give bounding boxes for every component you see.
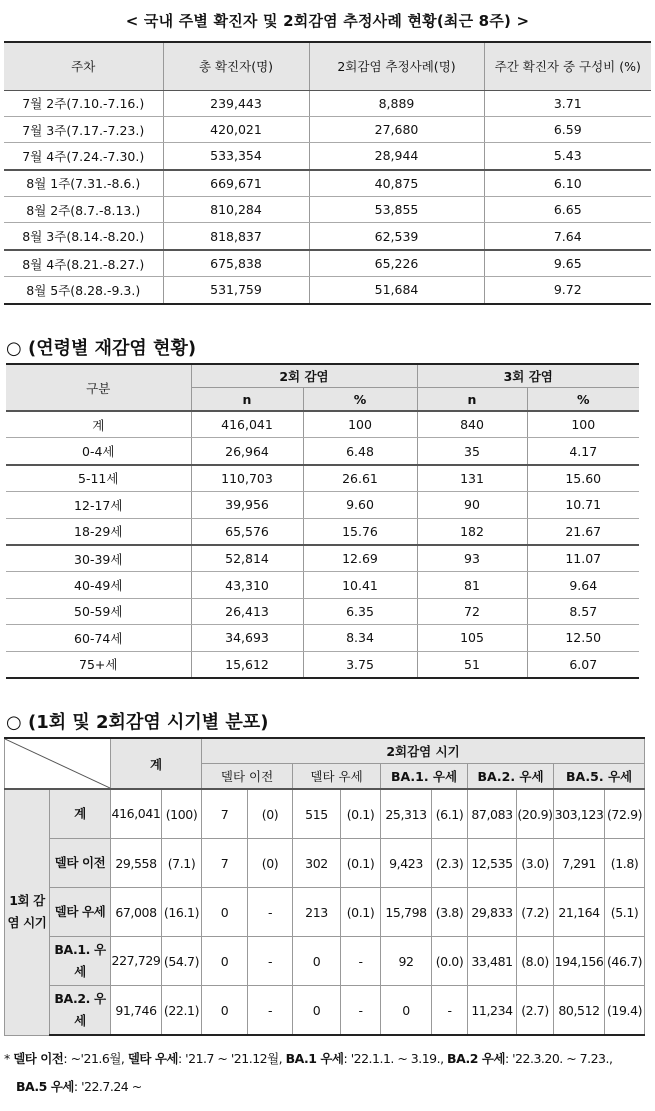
pct-cell: (8.0) (517, 937, 554, 986)
diagonal-line (5, 739, 110, 788)
value-cell: 91,746 (111, 986, 162, 1036)
week-cell: 8월 2주(8.7.-8.13.) (4, 197, 163, 223)
age-cell: 60-74세 (6, 625, 191, 651)
n3-cell: 131 (417, 465, 527, 492)
footnote-value: : ~'21.6월, (63, 1051, 128, 1066)
table-row (6, 518, 639, 545)
pct2-cell: 6.35 (303, 598, 417, 624)
footnote-value: : '22.7.24 ~ (73, 1079, 142, 1094)
pct-cell: 6.10 (484, 170, 651, 197)
value-cell: 29,833 (468, 888, 517, 937)
pct-cell: - (341, 986, 381, 1036)
footnote-key: 델타 이전 (13, 1051, 64, 1066)
header-ba2: BA.2. 우세 (468, 764, 554, 790)
table-header-row (6, 364, 639, 388)
value-cell: 80,512 (554, 986, 605, 1036)
pct3-cell: 15.60 (527, 465, 639, 492)
n2-cell: 15,612 (191, 651, 303, 678)
pct2-cell: 3.75 (303, 651, 417, 678)
pct3-cell: 6.07 (527, 651, 639, 678)
n3-cell: 182 (417, 518, 527, 545)
footnote-star: * (4, 1051, 14, 1066)
n2-cell: 26,413 (191, 598, 303, 624)
pct2-cell: 12.69 (303, 545, 417, 572)
total-cell: 420,021 (163, 116, 309, 142)
n2-cell: 52,814 (191, 545, 303, 572)
pct-cell: - (248, 937, 293, 986)
value-cell: 227,729 (111, 937, 162, 986)
pct-cell: (2.7) (517, 986, 554, 1036)
pct-cell: (0.1) (341, 839, 381, 888)
value-cell: 11,234 (468, 986, 517, 1036)
value-cell: 29,558 (111, 839, 162, 888)
header-second-infection-period: 2회감염 시기 (202, 738, 645, 764)
pct-cell: (54.7) (162, 937, 202, 986)
n3-cell: 93 (417, 545, 527, 572)
table-row (6, 572, 639, 598)
week-cell: 7월 4주(7.24.-7.30.) (4, 143, 163, 170)
table-row (6, 545, 639, 572)
row-label: 계 (50, 789, 111, 839)
pct-cell: 9.72 (484, 277, 651, 304)
age-cell: 30-39세 (6, 545, 191, 572)
pct-cell: 5.43 (484, 143, 651, 170)
pct3-cell: 8.57 (527, 598, 639, 624)
value-cell: 194,156 (554, 937, 605, 986)
reinfection-cell: 40,875 (309, 170, 484, 197)
n2-cell: 39,956 (191, 492, 303, 518)
pct-cell: (16.1) (162, 888, 202, 937)
table-row (4, 197, 651, 223)
value-cell: 12,535 (468, 839, 517, 888)
pct3-cell: 21.67 (527, 518, 639, 545)
table-row (5, 789, 645, 839)
week-cell: 7월 2주(7.10.-7.16.) (4, 90, 163, 116)
pct-cell: - (248, 888, 293, 937)
age-cell: 계 (6, 411, 191, 438)
row-label: 델타 이전 (50, 839, 111, 888)
pct-cell: (1.8) (605, 839, 645, 888)
age-cell: 0-4세 (6, 438, 191, 465)
value-cell: 7 (202, 839, 248, 888)
pct2-cell: 26.61 (303, 465, 417, 492)
total-cell: 531,759 (163, 277, 309, 304)
reinfection-cell: 53,855 (309, 197, 484, 223)
n3-cell: 72 (417, 598, 527, 624)
table-row (6, 651, 639, 678)
total-cell: 669,671 (163, 170, 309, 197)
n3-cell: 81 (417, 572, 527, 598)
header-total: 계 (111, 738, 202, 789)
timing-distribution-table (4, 737, 645, 1036)
value-cell: 92 (381, 937, 432, 986)
table-row (6, 598, 639, 624)
table-row (5, 937, 645, 986)
pct-cell: 6.59 (484, 116, 651, 142)
pct-cell: (20.9) (517, 789, 554, 839)
table-row (4, 143, 651, 170)
pct3-cell: 10.71 (527, 492, 639, 518)
value-cell: 515 (293, 789, 341, 839)
value-cell: 0 (202, 937, 248, 986)
header-n: n (191, 388, 303, 412)
pct3-cell: 9.64 (527, 572, 639, 598)
pct-cell: (7.2) (517, 888, 554, 937)
table-row (6, 492, 639, 518)
total-cell: 533,354 (163, 143, 309, 170)
header-n: n (417, 388, 527, 412)
value-cell: 25,313 (381, 789, 432, 839)
pct2-cell: 10.41 (303, 572, 417, 598)
corner-header (5, 738, 111, 789)
value-cell: 416,041 (111, 789, 162, 839)
n3-cell: 35 (417, 438, 527, 465)
table-row (5, 986, 645, 1036)
table-row (4, 116, 651, 142)
pct-cell: (3.0) (517, 839, 554, 888)
section-age-reinfection-heading: ○ (연령별 재감염 현황) (6, 338, 197, 359)
reinfection-cell: 65,226 (309, 250, 484, 277)
age-cell: 18-29세 (6, 518, 191, 545)
pct-cell: (19.4) (605, 986, 645, 1036)
value-cell: 0 (293, 986, 341, 1036)
pct-cell: (72.9) (605, 789, 645, 839)
header-reinfection-cases: 2회감염 추정사례(명) (309, 42, 484, 90)
pct2-cell: 8.34 (303, 625, 417, 651)
header-third-infection: 3회 감염 (417, 364, 639, 388)
pct-cell: 3.71 (484, 90, 651, 116)
table-header-row (4, 42, 651, 90)
pct2-cell: 15.76 (303, 518, 417, 545)
value-cell: 303,123 (554, 789, 605, 839)
pct-cell: (2.3) (432, 839, 468, 888)
n3-cell: 90 (417, 492, 527, 518)
pct3-cell: 100 (527, 411, 639, 438)
header-total-cases: 총 확진자(명) (163, 42, 309, 90)
n2-cell: 34,693 (191, 625, 303, 651)
row-label: BA.2. 우세 (50, 986, 111, 1036)
n2-cell: 110,703 (191, 465, 303, 492)
header-week: 주차 (4, 42, 163, 90)
total-cell: 239,443 (163, 90, 309, 116)
header-group: 구분 (6, 364, 191, 411)
pct-cell: (100) (162, 789, 202, 839)
table-row (4, 250, 651, 277)
pct-cell: (7.1) (162, 839, 202, 888)
value-cell: 213 (293, 888, 341, 937)
table-row (4, 170, 651, 197)
table-row (6, 465, 639, 492)
pct-cell: (0) (248, 839, 293, 888)
age-cell: 75+세 (6, 651, 191, 678)
reinfection-cell: 62,539 (309, 223, 484, 250)
value-cell: 0 (293, 937, 341, 986)
table-row (5, 888, 645, 937)
reinfection-cell: 28,944 (309, 143, 484, 170)
footnote-key: BA.1 우세 (285, 1051, 344, 1066)
pct-cell: (6.1) (432, 789, 468, 839)
age-cell: 50-59세 (6, 598, 191, 624)
footnote-value: : '21.7 ~ '21.12월, (178, 1051, 286, 1066)
value-cell: 33,481 (468, 937, 517, 986)
footnote-key: 델타 우세 (127, 1051, 178, 1066)
value-cell: 87,083 (468, 789, 517, 839)
pct-cell: - (248, 986, 293, 1036)
pct-cell: - (341, 937, 381, 986)
n2-cell: 26,964 (191, 438, 303, 465)
header-share-pct: 주간 확진자 중 구성비 (%) (484, 42, 651, 90)
header-second-infection: 2회 감염 (191, 364, 417, 388)
header-ba1: BA.1. 우세 (381, 764, 468, 790)
row-group-label: 1회 감염 시기 (5, 789, 50, 1035)
pct2-cell: 6.48 (303, 438, 417, 465)
pct-cell: (22.1) (162, 986, 202, 1036)
value-cell: 7 (202, 789, 248, 839)
age-cell: 12-17세 (6, 492, 191, 518)
pct-cell: (0) (248, 789, 293, 839)
week-cell: 7월 3주(7.17.-7.23.) (4, 116, 163, 142)
age-reinfection-table (6, 363, 639, 679)
value-cell: 15,798 (381, 888, 432, 937)
value-cell: 67,008 (111, 888, 162, 937)
weekly-cases-table (4, 41, 651, 305)
section-timing-heading: ○ (1회 및 2회감염 시기별 분포) (6, 712, 269, 733)
value-cell: 0 (202, 888, 248, 937)
footnote-key: BA.5 우세 (16, 1079, 74, 1094)
pct2-cell: 100 (303, 411, 417, 438)
week-cell: 8월 3주(8.14.-8.20.) (4, 223, 163, 250)
total-cell: 818,837 (163, 223, 309, 250)
table-header-row (5, 738, 645, 764)
table-row (6, 625, 639, 651)
table-row (6, 411, 639, 438)
week-cell: 8월 5주(8.28.-9.3.) (4, 277, 163, 304)
n2-cell: 65,576 (191, 518, 303, 545)
header-delta: 델타 우세 (293, 764, 381, 790)
total-cell: 675,838 (163, 250, 309, 277)
pct-cell: 7.64 (484, 223, 651, 250)
n2-cell: 416,041 (191, 411, 303, 438)
pct2-cell: 9.60 (303, 492, 417, 518)
week-cell: 8월 4주(8.21.-8.27.) (4, 250, 163, 277)
reinfection-cell: 8,889 (309, 90, 484, 116)
n2-cell: 43,310 (191, 572, 303, 598)
pct-cell: (0.1) (341, 888, 381, 937)
n3-cell: 105 (417, 625, 527, 651)
table-row (4, 223, 651, 250)
header-ba5: BA.5. 우세 (554, 764, 645, 790)
footnote (4, 1045, 652, 1101)
n3-cell: 51 (417, 651, 527, 678)
footnote-key: BA.2 우세 (447, 1051, 505, 1066)
value-cell: 0 (381, 986, 432, 1036)
reinfection-cell: 27,680 (309, 116, 484, 142)
header-pct: % (303, 388, 417, 412)
table-row (4, 90, 651, 116)
pct3-cell: 12.50 (527, 625, 639, 651)
table1-title: < 국내 주별 확진자 및 2회감염 추정사례 현황(최근 8주) > (125, 12, 530, 30)
age-cell: 40-49세 (6, 572, 191, 598)
value-cell: 21,164 (554, 888, 605, 937)
pct-cell: 6.65 (484, 197, 651, 223)
header-pre-delta: 델타 이전 (202, 764, 293, 790)
pct-cell: (46.7) (605, 937, 645, 986)
table-row (4, 277, 651, 304)
row-label: 델타 우세 (50, 888, 111, 937)
pct-cell: (0.0) (432, 937, 468, 986)
table-row (5, 839, 645, 888)
pct-cell: 9.65 (484, 250, 651, 277)
reinfection-cell: 51,684 (309, 277, 484, 304)
table-row (6, 438, 639, 465)
pct-cell: (0.1) (341, 789, 381, 839)
week-cell: 8월 1주(7.31.-8.6.) (4, 170, 163, 197)
age-cell: 5-11세 (6, 465, 191, 492)
header-pct: % (527, 388, 639, 412)
footnote-value: : '22.1.1. ~ 3.19., (343, 1051, 448, 1066)
n3-cell: 840 (417, 411, 527, 438)
total-cell: 810,284 (163, 197, 309, 223)
pct-cell: (3.8) (432, 888, 468, 937)
value-cell: 9,423 (381, 839, 432, 888)
footnote-value: : '22.3.20. ~ 7.23., (504, 1051, 613, 1066)
value-cell: 7,291 (554, 839, 605, 888)
pct3-cell: 4.17 (527, 438, 639, 465)
pct3-cell: 11.07 (527, 545, 639, 572)
pct-cell: (5.1) (605, 888, 645, 937)
value-cell: 0 (202, 986, 248, 1036)
row-label: BA.1. 우세 (50, 937, 111, 986)
value-cell: 302 (293, 839, 341, 888)
pct-cell: - (432, 986, 468, 1036)
